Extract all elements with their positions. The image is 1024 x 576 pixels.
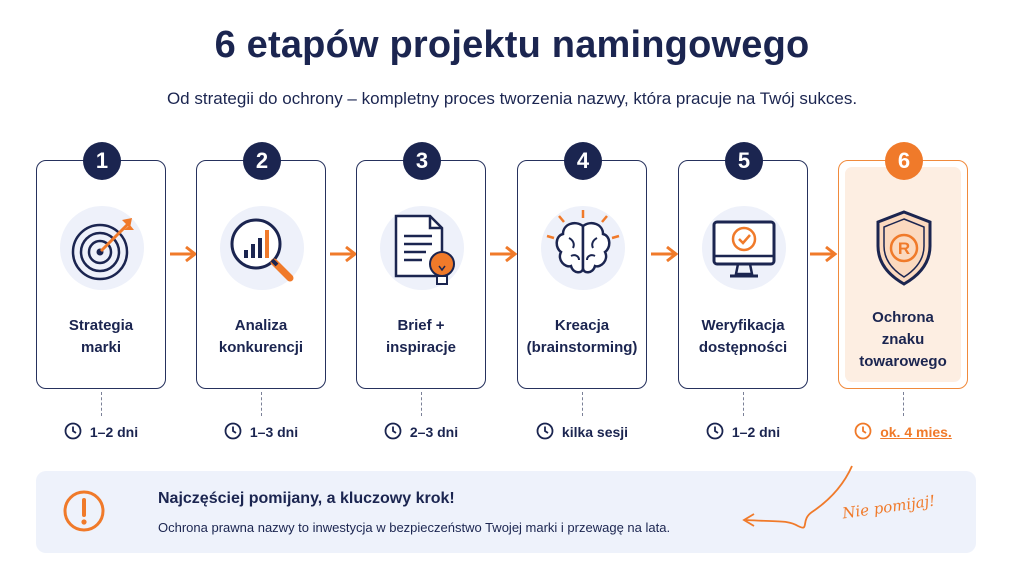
step-duration: 1–3 dni	[196, 422, 326, 440]
handwritten-note: Nie pomijaj!	[841, 491, 937, 523]
callout-text: Ochrona prawna nazwy to inwestycja w bezpieczeństwo Twojej marki i przewagę na lata.	[158, 520, 671, 535]
dashed-connector	[743, 392, 744, 416]
step-card-6	[838, 148, 968, 389]
dashed-connector	[421, 392, 422, 416]
arrow-right-icon	[649, 244, 679, 264]
curved-arrow-icon	[740, 460, 880, 540]
step-number-badge: 2	[243, 142, 281, 180]
clock-icon	[706, 422, 724, 440]
step-card-1	[36, 148, 166, 389]
magnifier-chart-icon	[220, 206, 304, 290]
arrow-right-icon	[488, 244, 518, 264]
step-number-badge: 3	[403, 142, 441, 180]
step-card-3	[356, 148, 486, 389]
clock-icon	[536, 422, 554, 440]
step-number-badge: 1	[83, 142, 121, 180]
document-bulb-icon	[380, 206, 464, 290]
step-label: Strategia marki	[68, 317, 134, 356]
exclamation-circle-icon	[62, 489, 106, 533]
arrow-right-icon	[328, 244, 358, 264]
step-duration: ok. 4 mies.	[838, 422, 968, 440]
page-title: 6 etapów projektu namingowego	[214, 24, 810, 66]
clock-icon	[384, 422, 402, 440]
brain-icon	[541, 206, 625, 290]
dashed-connector	[101, 392, 102, 416]
callout-title: Najczęściej pomijany, a kluczowy krok!	[158, 490, 455, 507]
clock-icon	[854, 422, 872, 440]
page-subtitle: Od strategii do ochrony – kompletny proces tworzenia nazwy, która pracuje na Twój sukces.	[166, 89, 858, 108]
step-duration: 1–2 dni	[36, 422, 166, 440]
dashed-connector	[582, 392, 583, 416]
step-number-badge: 4	[564, 142, 602, 180]
dashed-connector	[903, 392, 904, 416]
step-label: Brief + inspiracje	[385, 317, 457, 356]
clock-icon	[224, 422, 242, 440]
step-duration: 2–3 dni	[356, 422, 486, 440]
step-duration: 1–2 dni	[678, 422, 808, 440]
shield-registered-icon	[862, 206, 946, 290]
step-label: Analiza konkurencji	[218, 317, 304, 356]
step-card-5	[678, 148, 808, 389]
svg-text:R: R	[897, 239, 911, 258]
step-number-badge: 6	[885, 142, 923, 180]
clock-icon	[64, 422, 82, 440]
dashed-connector	[261, 392, 262, 416]
step-label: Kreacja (brainstorming)	[526, 317, 638, 356]
arrow-right-icon	[808, 244, 838, 264]
step-label: Weryfikacja dostępności	[698, 317, 788, 356]
step-card-4	[517, 148, 647, 389]
step-duration: kilka sesji	[517, 422, 647, 440]
step-number-badge: 5	[725, 142, 763, 180]
arrow-right-icon	[168, 244, 198, 264]
step-label: Ochrona znaku towarowego	[859, 309, 947, 370]
target-icon	[60, 206, 144, 290]
step-card-2	[196, 148, 326, 389]
monitor-check-icon	[702, 206, 786, 290]
